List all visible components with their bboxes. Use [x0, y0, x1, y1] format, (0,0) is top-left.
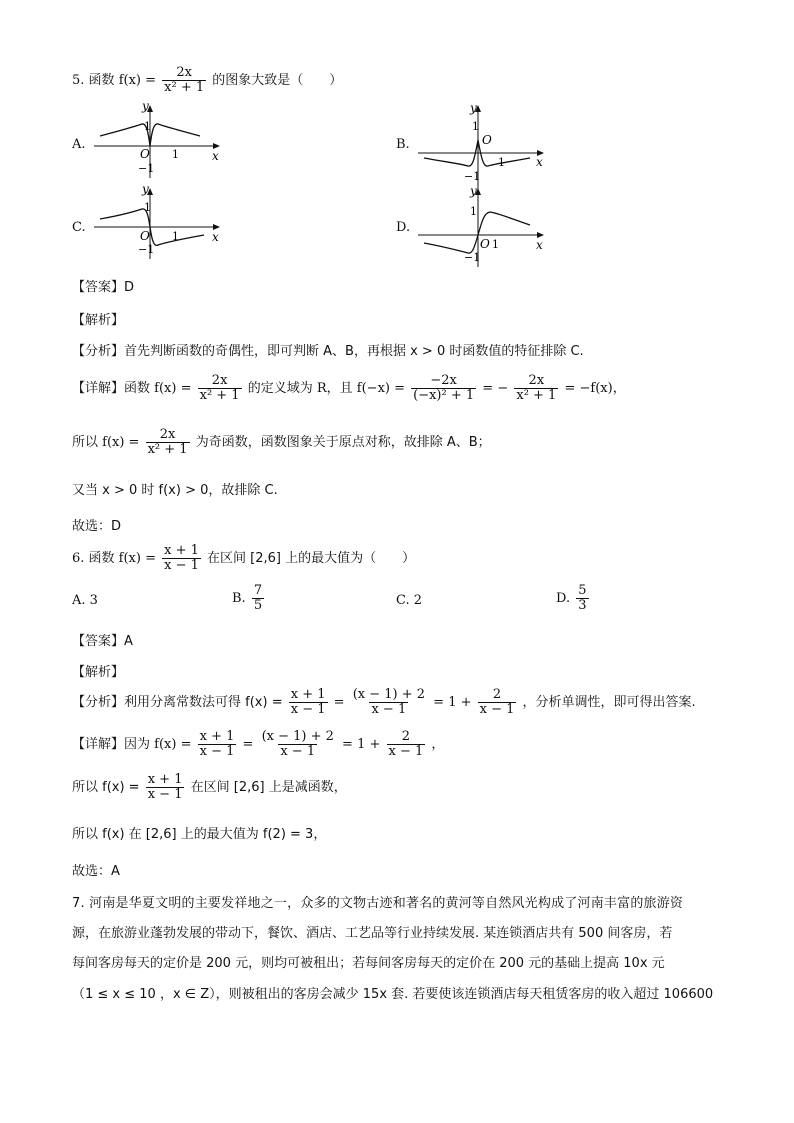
q5-option-a-label: A.: [72, 137, 86, 152]
num: (x − 1) + 2: [352, 687, 426, 702]
detail-tag: 【详解】: [72, 737, 125, 752]
y-label: y: [142, 183, 149, 196]
x-label: x: [212, 230, 219, 244]
frac2: [351, 688, 427, 717]
den: x − 1: [371, 702, 407, 717]
frac3: [478, 688, 517, 717]
den: x − 1: [199, 744, 235, 759]
q6-frac: [162, 544, 201, 573]
fenxi-b: ，分析单调性，即可得出答案.: [522, 695, 696, 710]
q5-detail-line2: [72, 428, 491, 457]
q5-option-b-label: B.: [396, 137, 410, 152]
num: x + 1: [290, 687, 326, 702]
origin-label: O: [482, 133, 492, 147]
tick-1-y: 1: [470, 205, 477, 218]
q6-option-c: C. 2: [396, 593, 423, 608]
tick-1-y: 1: [472, 120, 479, 133]
frac2: [260, 730, 336, 759]
q5-fraction: [162, 66, 206, 95]
answer-tag: 【答案】: [72, 634, 125, 649]
option-frac: [576, 584, 588, 613]
eq2: = 1 +: [433, 695, 472, 710]
den: 3: [578, 598, 587, 613]
q6-stem-b: 在区间 [2,6] 上的最大值为（ ）: [207, 551, 416, 566]
fenxi-a: 利用分离常数法可得 f(x) =: [124, 695, 283, 710]
q5-fx: f(x) =: [118, 73, 157, 88]
num: x + 1: [147, 772, 183, 787]
q6-detail-line2: [72, 773, 347, 802]
option-label: B.: [232, 591, 246, 606]
den: (−x)² + 1: [413, 388, 475, 403]
tick-1-x: 1: [172, 230, 179, 243]
tick-1-x: 1: [172, 148, 179, 161]
q6-analysis-tag: 【解析】: [72, 665, 125, 680]
y-label: y: [470, 101, 477, 115]
detail-tag: 【详解】: [72, 381, 125, 396]
den: x − 1: [388, 744, 424, 759]
num: 2: [401, 729, 411, 744]
tick-1-y: 1: [144, 120, 151, 133]
eq2: = 1 +: [342, 737, 381, 752]
den: x² + 1: [516, 388, 557, 403]
q5-answer-line: [72, 276, 134, 295]
detail-a: 因为 f(x) =: [124, 737, 192, 752]
origin-label: O: [140, 147, 150, 161]
q6-choice: 故选：A: [72, 864, 120, 879]
detail1-frac2: [411, 374, 476, 403]
frac1: [198, 730, 237, 759]
line2-a: 所以 f(x) =: [72, 435, 140, 450]
fenxi-text: 首先判断函数的奇偶性，即可判断 A、B，再根据 x > 0 时函数值的特征排除 C.: [124, 344, 584, 359]
q6-fenxi: [72, 688, 696, 717]
line2-frac: [146, 428, 190, 457]
q5-fenxi: [72, 340, 584, 359]
q6-stem-a: 6. 函数 f(x) =: [72, 551, 156, 566]
x-label: x: [212, 149, 219, 163]
detail1-a: 函数 f(x) =: [124, 381, 192, 396]
detail1-b: 的定义域为 R，且 f(−x) =: [247, 381, 405, 396]
den: x − 1: [147, 787, 183, 802]
line2-b: 在区间 [2,6] 上是减函数，: [190, 780, 347, 795]
x-label: x: [536, 238, 543, 252]
tick-1-x: 1: [498, 156, 505, 169]
q6-detail-line1: [72, 730, 444, 759]
option-frac: [252, 584, 264, 613]
q6-option-a: A. 3: [72, 593, 98, 608]
tick-neg1-y: −1: [464, 251, 481, 264]
q5-stem: [72, 66, 342, 95]
y-label: y: [142, 100, 149, 113]
q5-option-c-label: C.: [72, 220, 86, 235]
q5-choice: 故选：D: [72, 519, 122, 534]
q5-graph-c: [92, 183, 228, 261]
detail1-frac1: [198, 374, 242, 403]
q5-num: 2x: [176, 65, 192, 80]
num: 2x: [159, 427, 176, 442]
tick-neg1-y: −1: [138, 243, 155, 256]
num: 2x: [528, 373, 545, 388]
line2-frac: [146, 773, 185, 802]
tick-neg1-y: −1: [464, 170, 481, 183]
den: x − 1: [290, 702, 326, 717]
q5-graph-b: [416, 100, 552, 192]
q7-line4: （1 ≤ x ≤ 10 ，x ∈ Z），则被租出的客房会减少 15x 套. 若要使该连锁酒店每天租赁客房的收入超过 106600: [72, 987, 714, 1002]
line2-b: 为奇函数，函数图象关于原点对称，故排除 A、B；: [195, 435, 491, 450]
den: x² + 1: [199, 388, 240, 403]
num: −2x: [430, 373, 457, 388]
answer-value: A: [124, 634, 133, 649]
den: x − 1: [479, 702, 515, 717]
num: x + 1: [199, 729, 235, 744]
num: 7: [253, 583, 263, 598]
q5-detail-line3: 又当 x > 0 时 f(x) > 0，故排除 C.: [72, 483, 278, 498]
den: x − 1: [280, 744, 316, 759]
detail1-d: = −f(x)，: [564, 381, 626, 396]
num: 2: [492, 687, 502, 702]
origin-label: O: [480, 237, 490, 251]
frac3: [387, 730, 426, 759]
line2-a: 所以 f(x) =: [72, 780, 140, 795]
option-label: D.: [556, 591, 571, 606]
q7-line3: 每间客房每天的定价是 200 元，则均可被租出；若每间客房每天的定价在 200 元的基础上提高 10x 元: [72, 956, 665, 971]
den: x − 1: [164, 558, 199, 573]
detail1-frac3: [514, 374, 558, 403]
num: 5: [578, 583, 587, 598]
num: 2x: [211, 373, 228, 388]
answer-value: D: [124, 280, 135, 295]
frac1: [289, 688, 328, 717]
eq: =: [242, 737, 254, 752]
q5-stem-pre: 函数: [88, 73, 115, 88]
den: x² + 1: [147, 442, 188, 457]
x-label: x: [536, 155, 543, 169]
q5-detail-line1: [72, 374, 626, 403]
q5-stem-post: 的图象大致是（ ）: [212, 73, 343, 88]
q5-number: 5.: [72, 73, 85, 88]
curve: [424, 212, 530, 253]
tick-1-x: 1: [492, 238, 499, 251]
q7-line2: 源，在旅游业蓬勃发展的带动下，餐饮、酒店、工艺品等行业持续发展. 某连锁酒店共有 500 间客房，若: [72, 926, 673, 941]
q5-analysis-tag: 【解析】: [72, 313, 125, 328]
q5-option-d-label: D.: [396, 220, 411, 235]
q6-option-b: [232, 584, 266, 613]
num: (x − 1) + 2: [261, 729, 334, 744]
tick-neg1-y: −1: [138, 162, 155, 175]
fenxi-tag: 【分析】: [72, 344, 125, 359]
q5-graph-d: [416, 183, 552, 269]
q6-stem: [72, 544, 415, 573]
q5-den: x² + 1: [164, 80, 205, 95]
detail-b: ，: [431, 737, 445, 752]
q5-graph-a: [92, 100, 228, 180]
num: x + 1: [164, 543, 199, 558]
q7-line1: 7. 河南是华夏文明的主要发祥地之一，众多的文物古迹和著名的黄河等自然风光构成了河南丰富的旅游资: [72, 896, 684, 911]
tick-1-y: 1: [144, 201, 151, 214]
detail1-c: = −: [482, 381, 509, 396]
q6-answer-line: [72, 630, 133, 649]
answer-tag: 【答案】: [72, 280, 125, 295]
den: 5: [253, 598, 263, 613]
fenxi-tag: 【分析】: [72, 695, 125, 710]
q6-detail-line3: 所以 f(x) 在 [2,6] 上的最大值为 f(2) = 3，: [72, 827, 327, 842]
q6-option-d: [556, 584, 591, 613]
origin-label: O: [140, 229, 150, 243]
eq: =: [333, 695, 345, 710]
y-label: y: [470, 184, 477, 198]
